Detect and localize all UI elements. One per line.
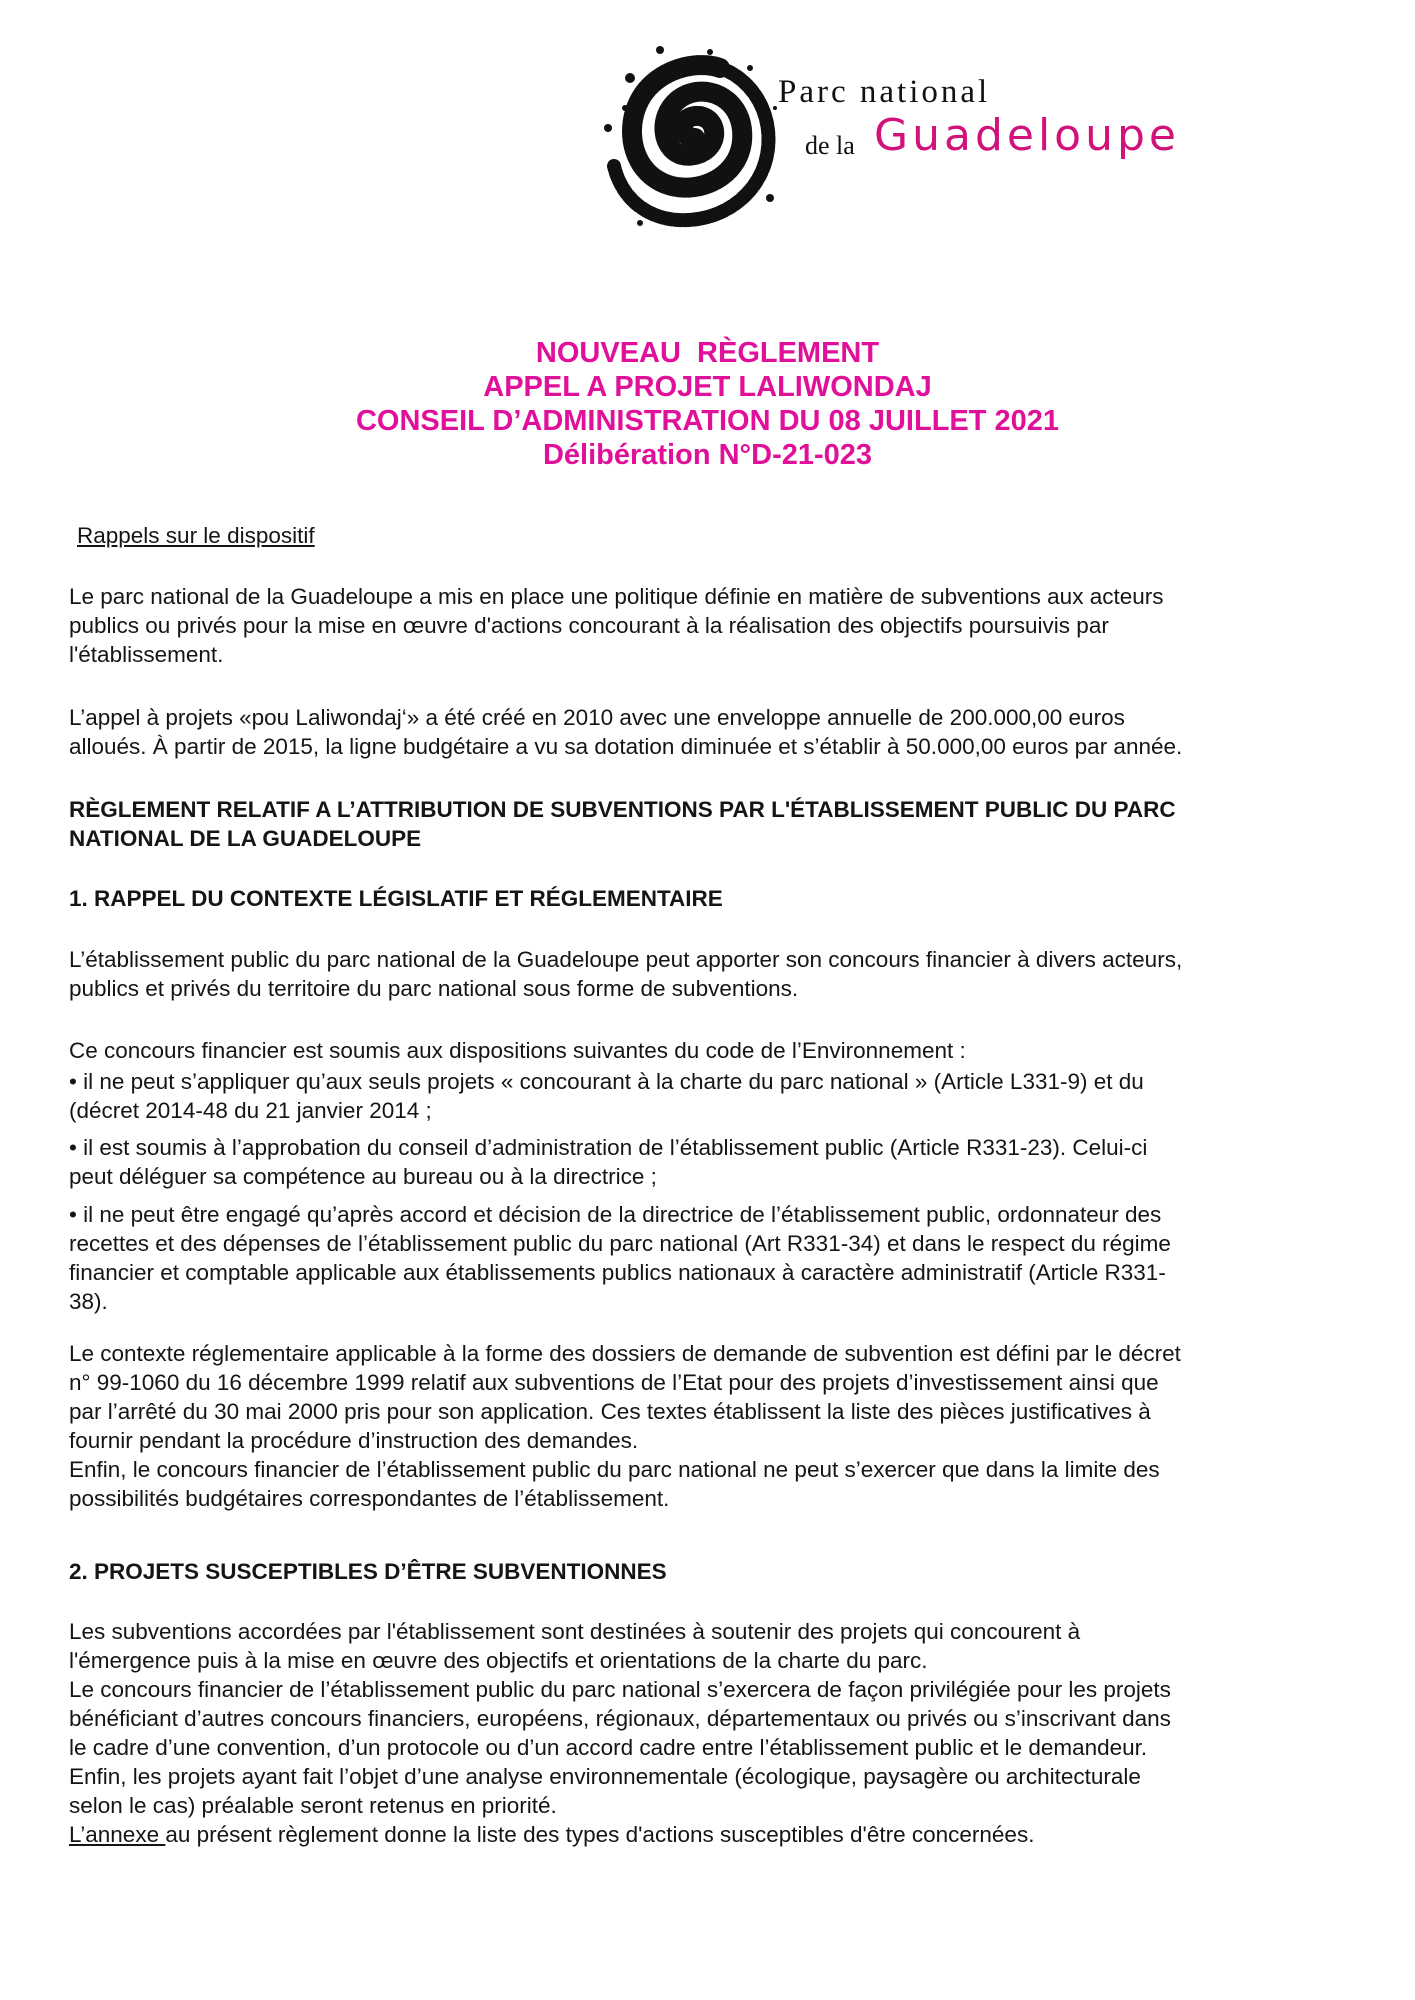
title-line-4: Délibération N°D-21-023: [542, 439, 873, 471]
logo-text-parc-national: Parc national: [778, 74, 991, 110]
intro-heading: Rappels sur le dispositif: [77, 523, 315, 548]
text-line: • il ne peut s’appliquer qu’aux seuls projets « concourant à la charte du parc national » (Article L331-9) et du: [69, 1069, 1144, 1094]
text-line: Le contexte réglementaire applicable à la forme des dossiers de demande de subvention est défini par le décret: [69, 1341, 1181, 1366]
text-line: Enfin, les projets ayant fait l’objet d’une analyse environnementale (écologique, paysagère ou architecturale: [69, 1764, 1141, 1789]
logo-text-de-la: de la: [805, 131, 855, 160]
text-line: financier et comptable applicable aux établissements publics nationaux à caractère administratif (Article R331-: [69, 1260, 1166, 1285]
text-line: RÈGLEMENT RELATIF A L’ATTRIBUTION DE SUBVENTIONS PAR L'ÉTABLISSEMENT PUBLIC DU PARC: [69, 797, 1176, 822]
bullet-item-1: [69, 1067, 1369, 1125]
text-line: bénéficiant d’autres concours financiers, européens, régionaux, départementaux ou privés ou s’inscrivant dans: [69, 1706, 1171, 1731]
title-line-1: NOUVEAU RÈGLEMENT: [535, 337, 880, 369]
bullet-item-3: [69, 1200, 1369, 1316]
text-line: par l’arrêté du 30 mai 2000 pris pour son application. Ces textes établissent la liste des pièces justificatives à: [69, 1399, 1151, 1424]
text-line: Enfin, le concours financier de l’établissement public du parc national ne peut s’exercer que dans la limite des: [69, 1457, 1160, 1482]
section-1-paragraph-1: [69, 945, 1369, 1003]
intro-paragraph-2: [69, 703, 1369, 761]
bullet-item-2: [69, 1133, 1369, 1191]
logo-text-guadeloupe: Guadeloupe: [874, 110, 1180, 161]
title-line-3: CONSEIL D’ADMINISTRATION DU 08 JUILLET 2021: [355, 405, 1060, 437]
text-line: recettes et des dépenses de l’établissement public du parc national (Art R331-34) et dans le respect du régime: [69, 1231, 1171, 1256]
text-line: L’appel à projets «pou Laliwondaj‘» a été créé en 2010 avec une enveloppe annuelle de 200.000,00 euros: [69, 705, 1125, 730]
text-line: Le concours financier de l’établissement public du parc national s’exercera de façon privilégiée pour les projets: [69, 1677, 1171, 1702]
text-line: 38).: [69, 1289, 108, 1314]
park-logo: [600, 38, 1200, 238]
text-line: (décret 2014-48 du 21 janvier 2014 ;: [69, 1098, 432, 1123]
text-line: fournir pendant la procédure d’instruction des demandes.: [69, 1428, 639, 1453]
text-line: • il est soumis à l’approbation du conseil d’administration de l’établissement public (Article R331-23). Celui-ci: [69, 1135, 1148, 1160]
intro-paragraph-1: [69, 582, 1369, 669]
spiral-emblem-icon: [600, 38, 790, 238]
text-line: publics et privés du territoire du parc national sous forme de subventions.: [69, 976, 799, 1001]
text-line: L’établissement public du parc national de la Guadeloupe peut apporter son concours financier à divers acteurs,: [69, 947, 1183, 972]
title-line-2: APPEL A PROJET LALIWONDAJ: [483, 371, 932, 403]
text-line: publics ou privés pour la mise en œuvre d'actions concourant à la réalisation des objectifs poursuivis par: [69, 613, 1109, 638]
text-line: peut déléguer sa compétence au bureau ou à la directrice ;: [69, 1164, 657, 1189]
section-1-paragraph-2: Ce concours financier est soumis aux dispositions suivantes du code de l’Environnement :: [69, 1038, 966, 1063]
text-line: Le parc national de la Guadeloupe a mis en place une politique définie en matière de subventions aux acteurs: [69, 584, 1164, 609]
text-line: Les subventions accordées par l'établissement sont destinées à soutenir des projets qui concourent à: [69, 1619, 1081, 1644]
section-1-heading: 1. RAPPEL DU CONTEXTE LÉGISLATIF ET RÉGLEMENTAIRE: [69, 886, 723, 911]
section-2-paragraph-1: [69, 1617, 1369, 1820]
text-line: selon le cas) préalable seront retenus en priorité.: [69, 1793, 557, 1818]
text-line: • il ne peut être engagé qu’après accord et décision de la directrice de l’établissement public, ordonnateur des: [69, 1202, 1162, 1227]
text-line: possibilités budgétaires correspondantes de l’établissement.: [69, 1486, 670, 1511]
section-1-paragraph-3: [69, 1339, 1369, 1513]
text-line: l'émergence puis à la mise en œuvre des objectifs et orientations de la charte du parc.: [69, 1648, 928, 1673]
reglement-heading: [69, 795, 1369, 853]
document-title: [0, 336, 1415, 472]
annex-link[interactable]: L’annexe: [69, 1822, 166, 1847]
annex-sentence: [69, 1820, 1369, 1849]
text-line: NATIONAL DE LA GUADELOUPE: [69, 826, 422, 851]
text-line: n° 99-1060 du 16 décembre 1999 relatif aux subventions de l’Etat pour des projets d’investissement ainsi que: [69, 1370, 1159, 1395]
text-line: l'établissement.: [69, 642, 224, 667]
text-line: alloués. À partir de 2015, la ligne budgétaire a vu sa dotation diminuée et s’établir à 50.000,00 euros par année.: [69, 734, 1183, 759]
annex-sentence-rest: au présent règlement donne la liste des types d'actions susceptibles d'être concernées.: [165, 1822, 1035, 1847]
text-line: le cadre d’une convention, d’un protocole ou d’un accord cadre entre l’établissement public et le demandeur.: [69, 1735, 1148, 1760]
section-2-heading: 2. PROJETS SUSCEPTIBLES D’ÊTRE SUBVENTIONNES: [69, 1559, 667, 1584]
